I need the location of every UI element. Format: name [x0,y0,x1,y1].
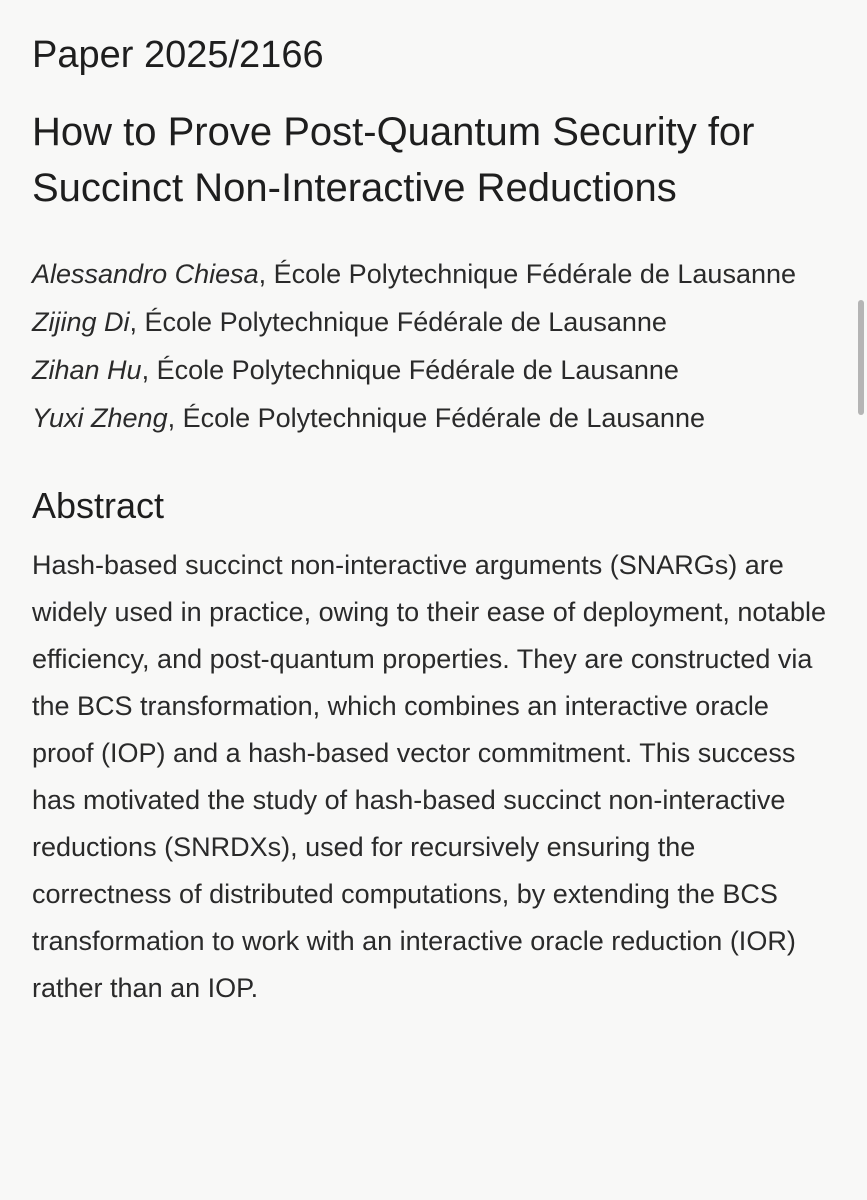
abstract-text: Hash-based succinct non-interactive arguments (SNARGs) are widely used in practice, owing to their ease of deployment, notable efficiency, and post-quantum properties. They are constructed via the BCS transformation, which combines an interactive oracle proof (IOP) and a hash-based vector commitment. This success has motivated the study of hash-based succinct non-interactive reductions (SNRDXs), used for recursively ensuring the correctness of distributed computations, by extending the BCS transformation to work with an interactive oracle reduction (IOR) rather than an IOP. [32,550,826,1003]
author-name[interactable]: Yuxi Zheng [32,403,168,433]
paper-id: Paper 2025/2166 [32,34,324,76]
author-name[interactable]: Alessandro Chiesa [32,259,259,289]
author-name[interactable]: Zijing Di [32,307,130,337]
author-list [32,250,832,442]
paper-page [32,30,832,1012]
author-entry [32,250,832,298]
author-entry [32,346,832,394]
author-affiliation: , École Polytechnique Fédérale de Lausanne [129,307,667,337]
paper-title: How to Prove Post-Quantum Security for Succinct Non-Interactive Reductions [32,110,755,210]
scrollbar[interactable] [858,300,864,415]
author-entry [32,298,832,346]
author-affiliation: , École Polytechnique Fédérale de Lausanne [258,259,797,289]
author-affiliation: , École Polytechnique Fédérale de Lausanne [167,403,705,433]
author-affiliation: , École Polytechnique Fédérale de Lausanne [141,355,679,385]
author-name[interactable]: Zihan Hu [32,355,142,385]
abstract-heading: Abstract [32,485,165,526]
author-entry [32,394,832,442]
